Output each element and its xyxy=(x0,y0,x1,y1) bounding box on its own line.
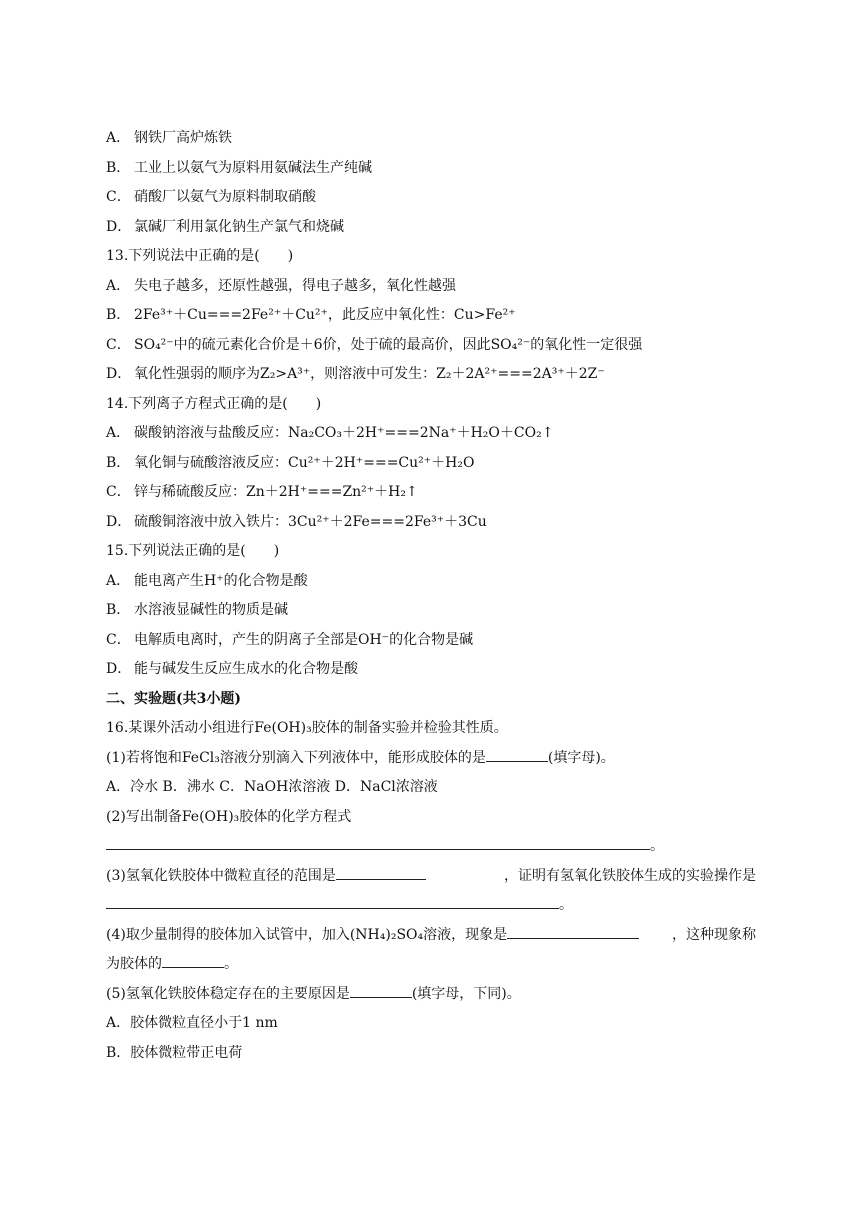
q16-part4-cont: 为胶体的 。 xyxy=(106,950,756,980)
q16-part1-options: A．冷水 B．沸水 C．NaOH浓溶液 D．NaCl浓溶液 xyxy=(106,779,438,795)
q13-option-d: D． 氧化性强弱的顺序为Z₂>A³⁺，则溶液中可发生：Z₂＋2A²⁺===2A³⁺＋2Z⁻ xyxy=(106,366,605,382)
q16-part5-option-a: A．胶体微粒直径小于1 nm xyxy=(106,1015,278,1031)
q13-option-a: A． 失电子越多，还原性越强，得电子越多，氧化性越强 xyxy=(106,277,456,294)
q14-option-a: A． 碳酸钠溶液与盐酸反应：Na₂CO₃＋2H⁺===2Na⁺＋H₂O＋CO₂↑ xyxy=(106,425,554,441)
q16-part2: (2)写出制备Fe(OH)₃胶体的化学方程式 xyxy=(106,808,352,825)
answer-blank[interactable] xyxy=(350,983,412,998)
answer-blank[interactable] xyxy=(162,953,224,968)
q16-part1: (1)若将饱和FeCl₃溶液分别滴入下列液体中，能形成胶体的是 (填字母)。 xyxy=(106,744,756,774)
q15-stem: 15.下列说法正确的是( ) xyxy=(106,543,280,559)
answer-blank[interactable] xyxy=(336,865,426,880)
q14-option-c: C． 锌与稀硫酸反应：Zn＋2H⁺===Zn²⁺＋H₂↑ xyxy=(106,484,418,500)
q16-part5-option-b: B．胶体微粒带正电荷 xyxy=(106,1044,243,1061)
q15-option-a: A． 能电离产生H⁺的化合物是酸 xyxy=(106,572,308,589)
answer-blank[interactable] xyxy=(106,833,650,850)
q16-part2-answer-line: 。 xyxy=(106,832,756,862)
q15-option-b: B． 水溶液显碱性的物质是碱 xyxy=(106,602,288,618)
answer-blank[interactable] xyxy=(106,892,559,909)
document-page xyxy=(106,124,756,1068)
q16-part3-answer-line: 。 xyxy=(106,891,756,921)
q13-stem: 13.下列说法中正确的是( ) xyxy=(106,248,294,264)
q13-option-b: B． 2Fe³⁺＋Cu===2Fe²⁺＋Cu²⁺，此反应中氧化性：Cu>Fe²⁺ xyxy=(106,307,516,323)
q14-option-d: D． 硫酸铜溶液中放入铁片：3Cu²⁺＋2Fe===2Fe³⁺＋3Cu xyxy=(106,513,487,530)
q14-stem: 14.下列离子方程式正确的是( ) xyxy=(106,395,322,412)
q12-option-d: D． 氯碱厂利用氯化钠生产氯气和烧碱 xyxy=(106,218,344,235)
q15-option-d: D． 能与碱发生反应生成水的化合物是酸 xyxy=(106,661,358,677)
q14-option-b: B． 氧化铜与硫酸溶液反应：Cu²⁺＋2H⁺===Cu²⁺＋H₂O xyxy=(106,454,475,471)
answer-blank[interactable] xyxy=(507,924,639,939)
q16-part5: (5)氢氧化铁胶体稳定存在的主要原因是 (填字母，下同)。 xyxy=(106,980,756,1010)
q12-option-a: A． 钢铁厂高炉炼铁 xyxy=(106,130,232,146)
q13-option-c: C． SO₄²⁻中的硫元素化合价是＋6价，处于硫的最高价，因此SO₄²⁻的氧化性一定很强 xyxy=(106,336,643,353)
q16-stem: 16.某课外活动小组进行Fe(OH)₃胶体的制备实验并检验其性质。 xyxy=(106,720,508,736)
answer-blank[interactable] xyxy=(486,747,548,762)
q15-option-c: C． 电解质电离时，产生的阴离子全部是OH⁻的化合物是碱 xyxy=(106,631,474,648)
q16-part4: (4)取少量制得的胶体加入试管中，加入(NH₄)₂SO₄溶液，现象是 ，这种现象称 xyxy=(106,921,756,951)
q16-part3: (3)氢氧化铁胶体中微粒直径的范围是 ，证明有氢氧化铁胶体生成的实验操作是 xyxy=(106,862,756,892)
q12-option-c: C． 硝酸厂以氨气为原料制取硝酸 xyxy=(106,189,316,205)
q12-option-b: B． 工业上以氨气为原料用氨碱法生产纯碱 xyxy=(106,159,372,176)
section-heading: 二、实验题(共3小题) xyxy=(106,690,241,707)
